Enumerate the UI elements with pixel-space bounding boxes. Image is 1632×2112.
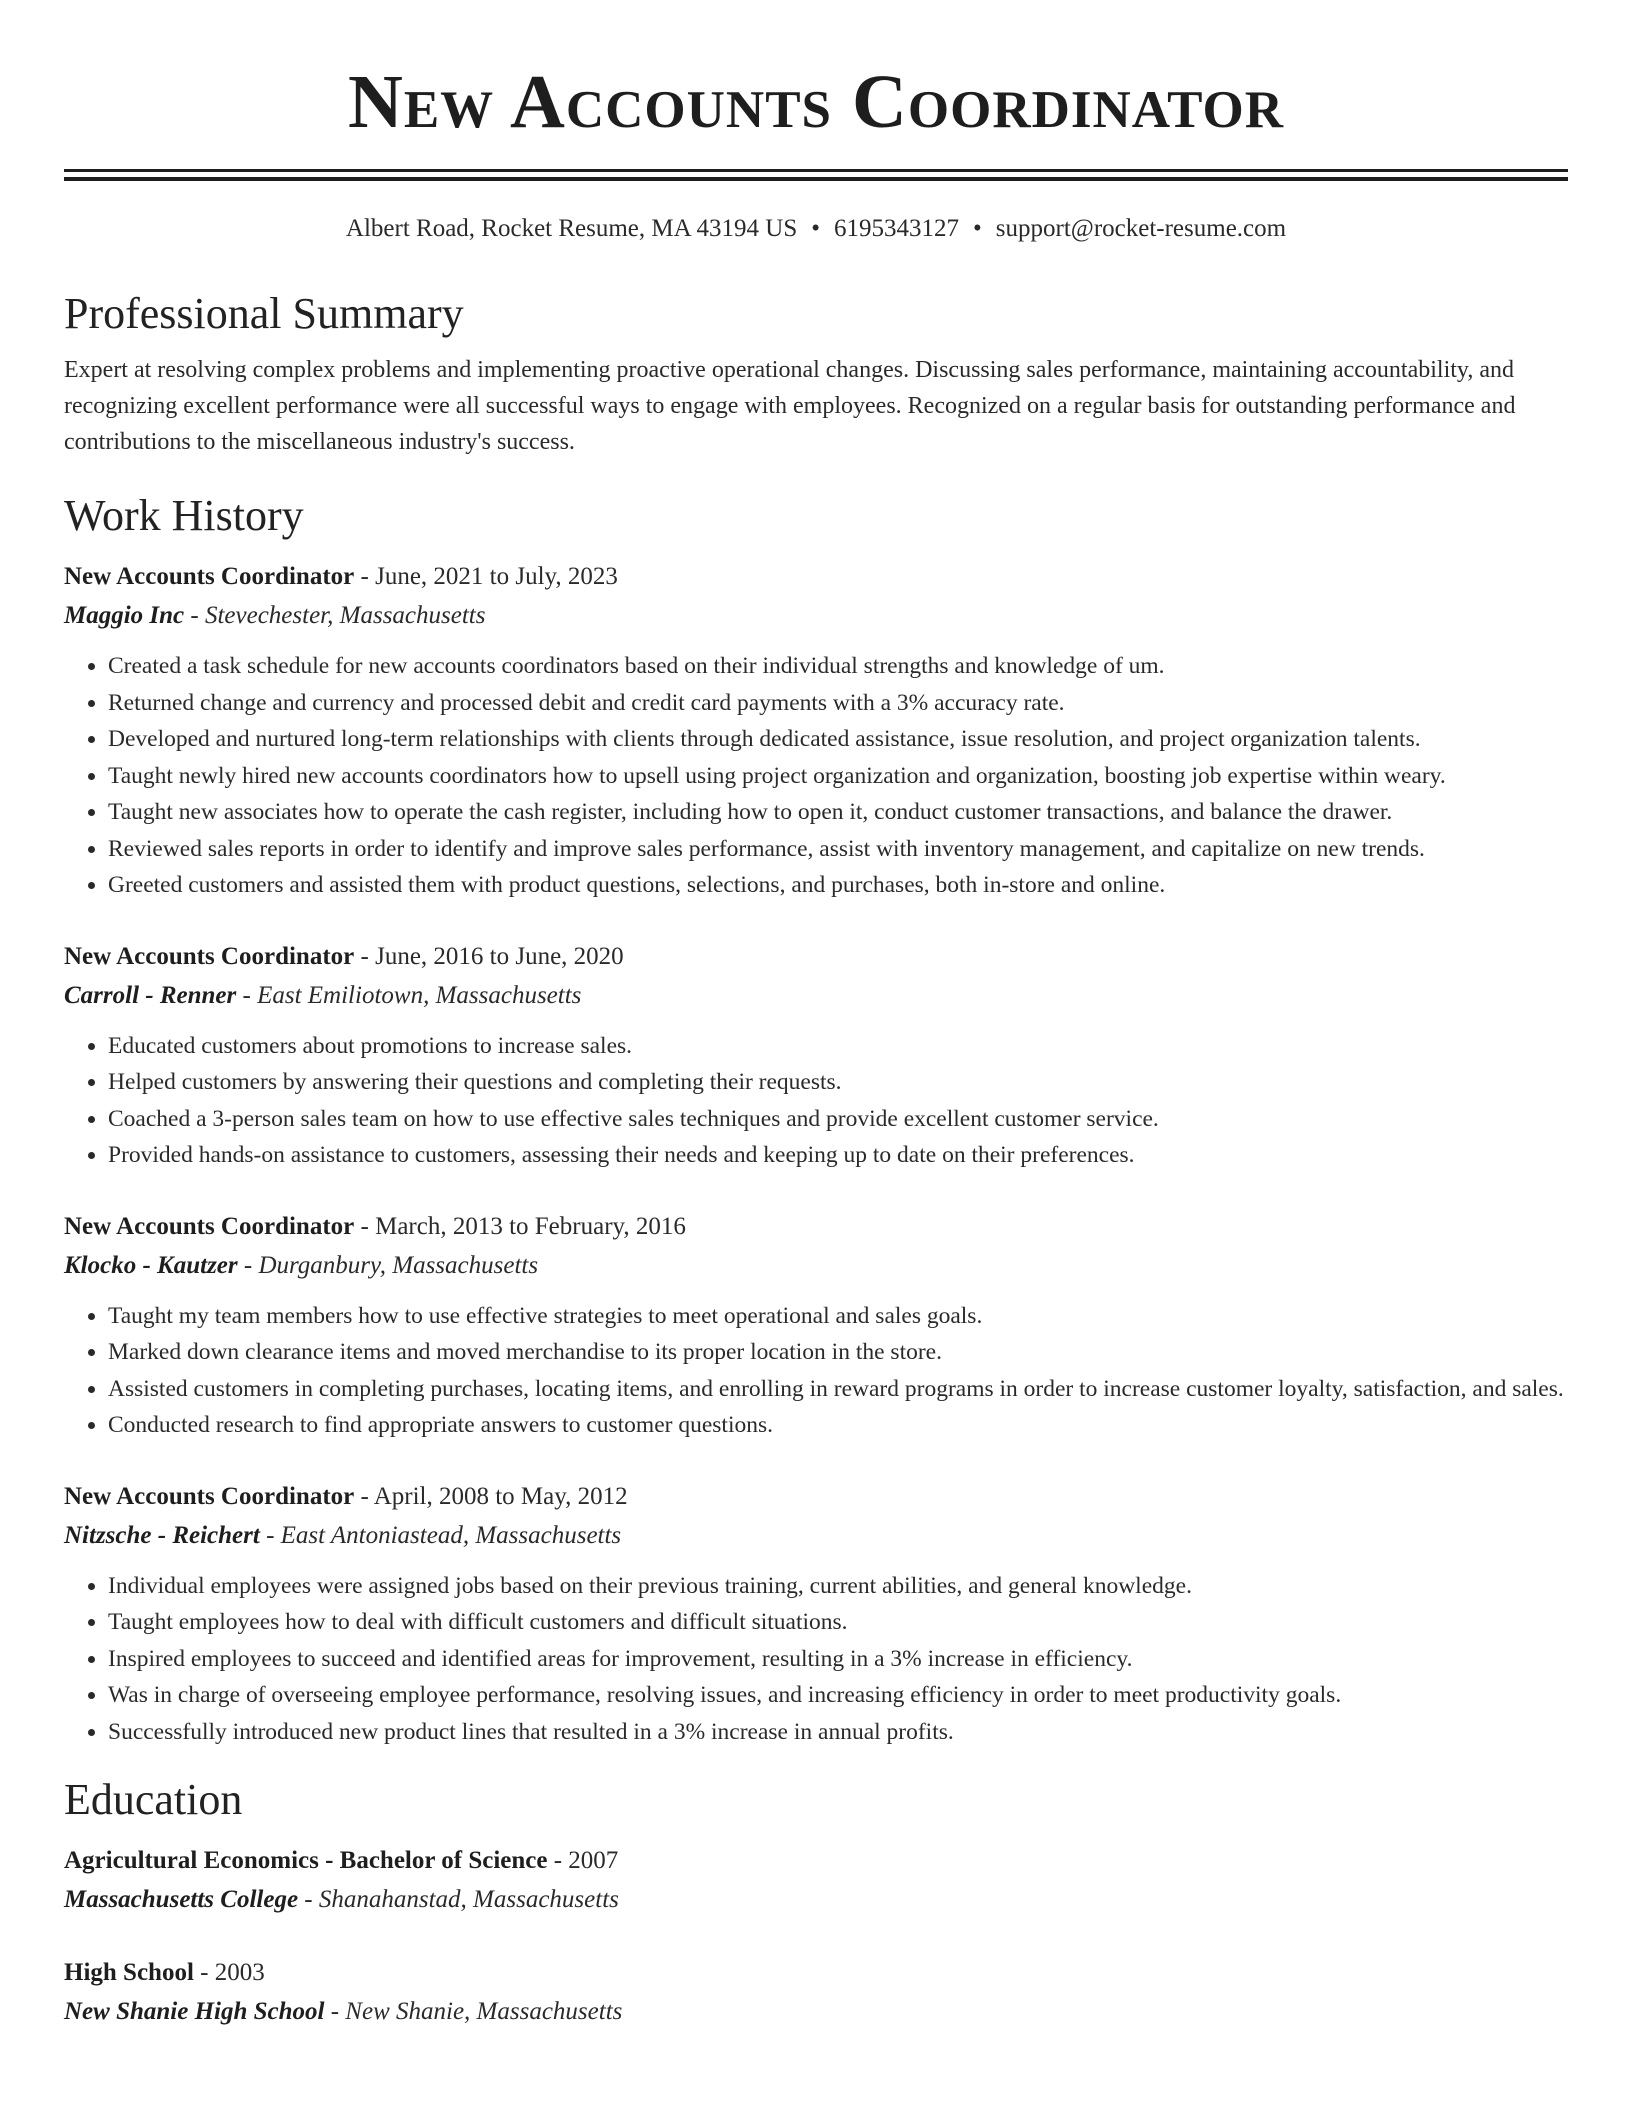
job-bullets — [64, 1298, 1568, 1444]
contact-separator: • — [973, 215, 982, 242]
job-bullet: • Conducted research to find appropriate answers to customer questions. — [108, 1407, 1568, 1444]
job-bullets — [64, 1568, 1568, 1751]
job-bullet: • Returned change and currency and processed debit and credit card payments with a 3% accuracy rate. — [108, 685, 1568, 722]
job-dates: - March, 2013 to February, 2016 — [354, 1212, 686, 1240]
contact-phone: 6195343127 — [834, 215, 960, 242]
job-bullet: • Taught new associates how to operate the cash register, including how to open it, conduct customer transactions, and balance the drawer. — [108, 794, 1568, 831]
job-dates: - June, 2016 to June, 2020 — [354, 942, 624, 970]
job-title-line — [64, 558, 1568, 596]
job-title-line — [64, 938, 1568, 976]
job-bullet: • Provided hands-on assistance to customers, assessing their needs and keeping up to date on their preferences. — [108, 1137, 1568, 1174]
job-bullet: • Taught newly hired new accounts coordinators how to upsell using project organization and organization, boosting job expertise within weary. — [108, 758, 1568, 795]
job-bullet: • Coached a 3-person sales team on how to use effective sales techniques and provide excellent customer service. — [108, 1101, 1568, 1138]
education-degree-line — [64, 1842, 1568, 1880]
job-bullet: • Assisted customers in completing purchases, locating items, and enrolling in reward programs in order to increase customer loyalty, satisfaction, and sales. — [108, 1371, 1568, 1408]
education-degree-line — [64, 1954, 1568, 1992]
job-title: New Accounts Coordinator — [64, 942, 355, 970]
job-bullet: • Educated customers about promotions to increase sales. — [108, 1028, 1568, 1065]
job-bullet: • Inspired employees to succeed and identified areas for improvement, resulting in a 3% increase in efficiency. — [108, 1641, 1568, 1678]
job-bullet: • Helped customers by answering their questions and completing their requests. — [108, 1064, 1568, 1101]
work-history-heading: Work History — [64, 491, 304, 540]
contact-address: Albert Road, Rocket Resume, MA 43194 US — [345, 215, 798, 242]
job-bullet: • Taught my team members how to use effective strategies to meet operational and sales goals. — [108, 1298, 1568, 1335]
education-degree: Agricultural Economics - Bachelor of Science — [64, 1847, 548, 1874]
job-company: Klocko - Kautzer — [64, 1251, 238, 1279]
job-location: - Durganbury, Massachusetts — [237, 1251, 539, 1279]
education-school-line — [64, 1992, 1568, 2032]
job-title: New Accounts Coordinator — [64, 563, 355, 590]
job-bullets — [64, 648, 1568, 904]
education-location: - Shanahanstad, Massachusetts — [298, 1886, 619, 1913]
job-bullet: • Successfully introduced new product lines that resulted in a 3% increase in annual profits. — [108, 1714, 1568, 1751]
job-bullets — [64, 1028, 1568, 1174]
education-degree: High School — [64, 1959, 194, 1986]
title-rule-bottom — [64, 177, 1568, 181]
education-year: - 2003 — [193, 1959, 265, 1986]
contact-email: support@rocket-resume.com — [995, 215, 1287, 242]
job-bullet: • Marked down clearance items and moved merchandise to its proper location in the store. — [108, 1334, 1568, 1371]
job-company: Carroll - Renner — [64, 981, 237, 1009]
title-rule-top — [64, 169, 1568, 172]
job-location: - East Antoniastead, Massachusetts — [259, 1521, 622, 1549]
contact-line — [64, 214, 1568, 244]
job-entry — [64, 1208, 1568, 1444]
job-dates: - April, 2008 to May, 2012 — [354, 1482, 628, 1510]
job-bullet: • Reviewed sales reports in order to identify and improve sales performance, assist with inventory management, and capitalize on new trends. — [108, 831, 1568, 868]
job-company-line — [64, 1516, 1568, 1556]
contact-separator: • — [811, 215, 821, 242]
education-school: New Shanie High School — [64, 1998, 325, 2025]
job-company-line — [64, 1246, 1568, 1286]
job-bullet: • Taught employees how to deal with difficult customers and difficult situations. — [108, 1604, 1568, 1641]
job-title-line — [64, 1478, 1568, 1516]
job-title: New Accounts Coordinator — [64, 1212, 355, 1240]
job-bullet: • Created a task schedule for new accounts coordinators based on their individual strengths and knowledge of um. — [108, 648, 1568, 685]
job-entry — [64, 938, 1568, 1174]
job-dates: - June, 2021 to July, 2023 — [354, 563, 618, 590]
education-school: Massachusetts College — [64, 1886, 299, 1913]
job-location: - East Emiliotown, Massachusetts — [236, 981, 582, 1009]
job-company: Maggio Inc — [64, 602, 185, 629]
job-bullet: • Was in charge of overseeing employee performance, resolving issues, and increasing efficiency in order to meet productivity goals. — [108, 1677, 1568, 1714]
summary-text: Expert at resolving complex problems and implementing proactive operational changes. Discussing sales performance, maintaining accountability, and recognizing excellent performance were all successful ways to engage with employees. Recognized on a regular basis for outstanding performance and contributions to the miscellaneous industry's success. — [64, 357, 1516, 455]
education-location: - New Shanie, Massachusetts — [324, 1998, 623, 2025]
summary-heading: Professional Summary — [64, 289, 464, 338]
education-school-line — [64, 1880, 1568, 1920]
job-company-line — [64, 596, 1568, 636]
job-company-line — [64, 976, 1568, 1016]
job-title-line — [64, 1208, 1568, 1246]
education-entry — [64, 1842, 1568, 1920]
job-location: - Stevechester, Massachusetts — [184, 602, 486, 629]
job-bullet: • Greeted customers and assisted them with product questions, selections, and purchases, both in-store and online. — [108, 867, 1568, 904]
job-bullet: • Developed and nurtured long-term relationships with clients through dedicated assistance, issue resolution, and project organization talents. — [108, 721, 1568, 758]
job-title: New Accounts Coordinator — [64, 1482, 355, 1510]
education-entry — [64, 1954, 1568, 2032]
job-entry — [64, 1478, 1568, 1751]
education-year: - 2007 — [547, 1847, 619, 1874]
resume-title: New Accounts Coordinator — [347, 60, 1285, 144]
education-heading: Education — [64, 1775, 243, 1824]
job-entry — [64, 558, 1568, 904]
job-bullet: • Individual employees were assigned jobs based on their previous training, current abilities, and general knowledge. — [108, 1568, 1568, 1605]
job-company: Nitzsche - Reichert — [64, 1521, 260, 1549]
